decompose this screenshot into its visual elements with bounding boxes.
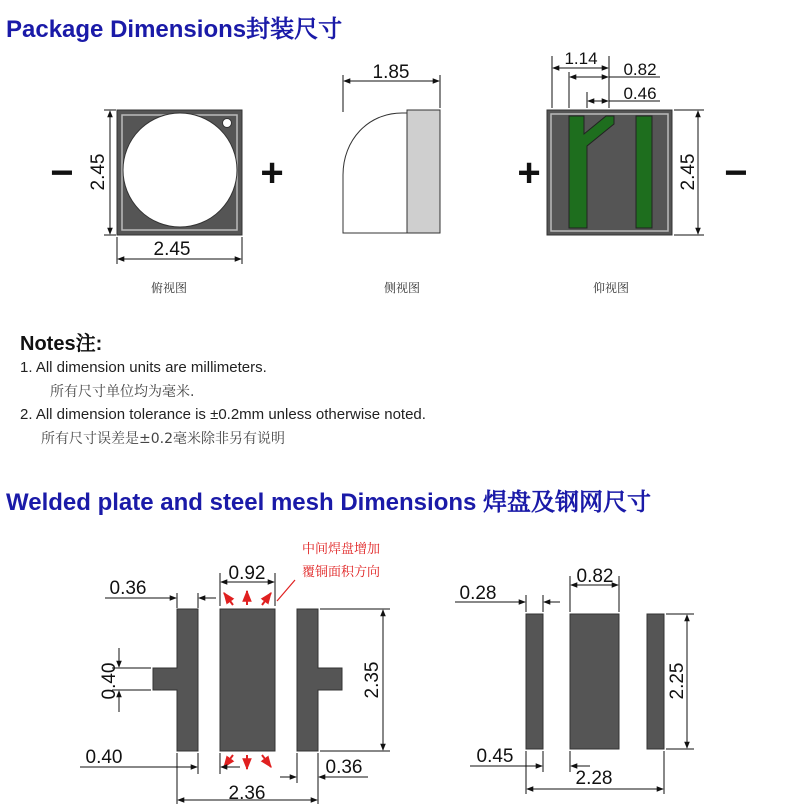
side-view-body xyxy=(407,110,440,233)
bottom-view-side-pad xyxy=(636,116,652,228)
side-view-dome xyxy=(343,113,407,233)
left-pad-label-235: 2.35 xyxy=(362,661,383,699)
left-pad-label-040-vertical: 0.40 xyxy=(99,662,120,700)
right-pad-label-228: 2.28 xyxy=(575,768,613,789)
top-view-width-label: 2.45 xyxy=(153,239,191,260)
bottom-view xyxy=(517,49,747,235)
top-view-minus-sign: − xyxy=(50,151,74,195)
note-1-cn: 所有尺寸单位均为毫米. xyxy=(50,384,195,400)
annotation-line-1: 中间焊盘增加 xyxy=(302,542,381,557)
left-pad-label-236: 2.36 xyxy=(228,783,266,804)
top-view-caption: 俯视图 xyxy=(151,281,188,295)
side-view-width-label: 1.85 xyxy=(372,62,410,83)
left-pad-label-092: 0.92 xyxy=(228,563,266,584)
top-view-plus-sign: + xyxy=(260,151,284,195)
right-pad-label-028: 0.28 xyxy=(459,583,497,604)
right-pad-label-082: 0.82 xyxy=(576,566,614,587)
lens-circle xyxy=(123,113,237,227)
side-view xyxy=(343,62,440,233)
welded-plate-heading: Welded plate and steel mesh Dimensions 焊盘及钢网尺寸 xyxy=(6,489,652,516)
right-pad-left xyxy=(526,614,543,749)
top-view xyxy=(50,110,283,264)
left-pad-left xyxy=(153,609,198,751)
left-pad-label-036-bottom: 0.36 xyxy=(325,757,363,778)
right-pad-layout xyxy=(455,566,694,794)
bottom-view-label-046: 0.46 xyxy=(623,84,657,103)
polarity-mark xyxy=(223,119,232,128)
left-pad-label-036-top: 0.36 xyxy=(109,578,147,599)
right-pad-center xyxy=(570,614,619,749)
left-pad-center xyxy=(220,609,275,751)
left-pad-label-040-bottom: 0.40 xyxy=(85,747,123,768)
bottom-view-body xyxy=(547,110,672,235)
bottom-view-label-114: 1.14 xyxy=(564,49,598,68)
side-view-caption: 侧视图 xyxy=(384,281,421,295)
package-dimensions-heading: Package Dimensions封装尺寸 xyxy=(6,16,343,43)
bottom-view-minus-sign: − xyxy=(724,151,748,195)
top-view-height-label: 2.45 xyxy=(88,153,109,191)
left-pad-layout xyxy=(80,541,390,804)
bottom-view-height-label: 2.45 xyxy=(678,153,699,191)
note-2-cn: 所有尺寸误差是±0.2毫米除非另有说明 xyxy=(41,431,285,447)
right-pad-label-225: 2.25 xyxy=(667,662,688,700)
bottom-view-plus-sign: + xyxy=(517,151,541,195)
bottom-view-caption: 仰视图 xyxy=(593,281,630,295)
note-2-en: 2. All dimension tolerance is ±0.2mm unless otherwise noted. xyxy=(20,406,426,423)
right-pad-right xyxy=(647,614,664,749)
notes-title: Notes注: xyxy=(20,333,103,355)
left-pad-right xyxy=(297,609,342,751)
note-1-en: 1. All dimension units are millimeters. xyxy=(20,359,267,376)
right-pad-label-045: 0.45 xyxy=(476,746,514,767)
annotation-line-2: 覆铜面积方向 xyxy=(302,565,381,580)
bottom-view-label-082: 0.82 xyxy=(623,60,657,79)
